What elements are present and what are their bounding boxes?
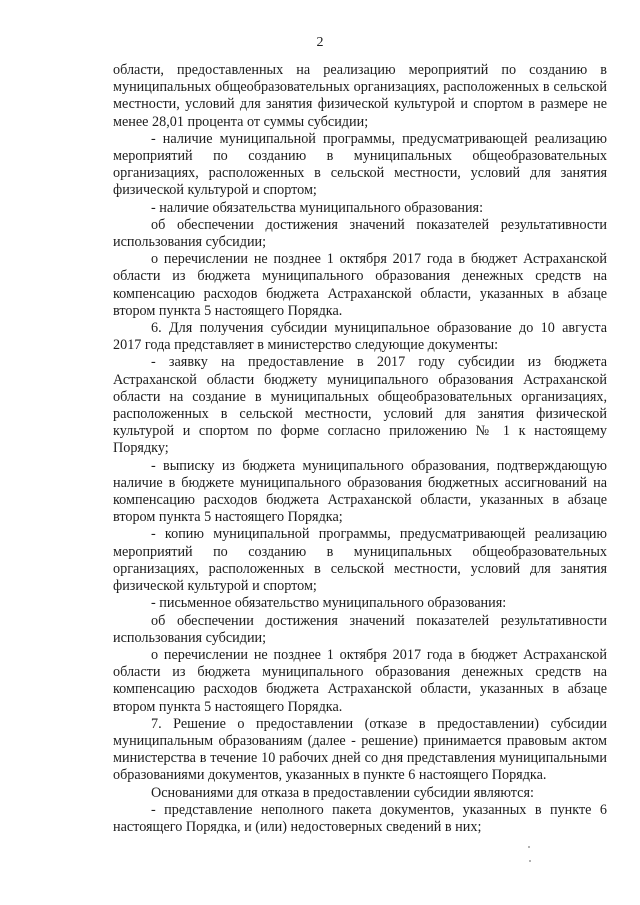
scan-speck (529, 860, 531, 862)
paragraph: - представление неполного пакета документов, указанных в пункте 6 настоящего Порядка, и (или) недостоверных сведений в них; (113, 801, 607, 835)
paragraph: о перечислении не позднее 1 октября 2017 года в бюджет Астраханской области из бюджета муниципального образования денежных средств на компенсацию расходов бюджета Астраханской области, указанных в абзаце втором пункта 5 настоящего Порядка. (113, 251, 607, 319)
paragraph: об обеспечении достижения значений показателей результативности использования субсидии; (113, 612, 607, 646)
paragraph: Основаниями для отказа в предоставлении субсидии являются: (151, 784, 534, 801)
paragraph: - письменное обязательство муниципального образования: (151, 595, 507, 612)
scan-speck (528, 846, 530, 848)
paragraph: области, предоставленных на реализацию мероприятий по созданию в муниципальных общеобразовательных организациях, расположенных в сельской местности, условий для занятия физической культурой и спортом в размере не менее 28,01 процента от суммы субсидии; (113, 62, 607, 130)
paragraph: - наличие муниципальной программы, предусматривающей реализацию мероприятий по созданию в муниципальных общеобразовательных организациях, расположенных в сельской местности, условий для занятия физической культурой и спортом; (113, 130, 607, 199)
page-number: 2 (316, 35, 324, 50)
paragraph: - наличие обязательства муниципального образования: (151, 199, 484, 216)
paragraph: - заявку на предоставление в 2017 году субсидии из бюджета Астраханской области бюджету муниципального образования Астраханской области на создание в муниципальных общеобразовательных организациях, расположенных в сельской местности, условий для занятия физической культурой и спортом по форме согласно приложению № 1 к настоящему Порядку; (113, 354, 607, 457)
paragraph: - копию муниципальной программы, предусматривающей реализацию мероприятий по созданию в муниципальных общеобразовательных организациях, расположенных в сельской местности, условий для занятия физической культурой и спортом; (113, 526, 607, 595)
paragraph: - выписку из бюджета муниципального образования, подтверждающую наличие в бюджете муниципального образования бюджетных ассигнований на компенсацию расходов бюджета Астраханской области, указанных в абзаце втором пункта 5 настоящего Порядка; (113, 457, 607, 526)
document-body (113, 62, 607, 836)
paragraph: об обеспечении достижения значений показателей результативности использования субсидии; (113, 216, 607, 251)
paragraph: о перечислении не позднее 1 октября 2017 года в бюджет Астраханской области из бюджета муниципального образования денежных средств на компенсацию расходов бюджета Астраханской области, указанных в абзаце втором пункта 5 настоящего Порядка. (113, 646, 607, 715)
paragraph: 6. Для получения субсидии муниципальное образование до 10 августа 2017 года представляет в министерство следующие документы: (113, 320, 607, 354)
paragraph: 7. Решение о предоставлении (отказе в предоставлении) субсидии муниципальным образованиям (далее - решение) принимается правовым актом министерства в течение 10 рабочих дней со дня представления муниципальными образованиями документов, указанных в пункте 6 настоящего Порядка. (113, 715, 607, 784)
